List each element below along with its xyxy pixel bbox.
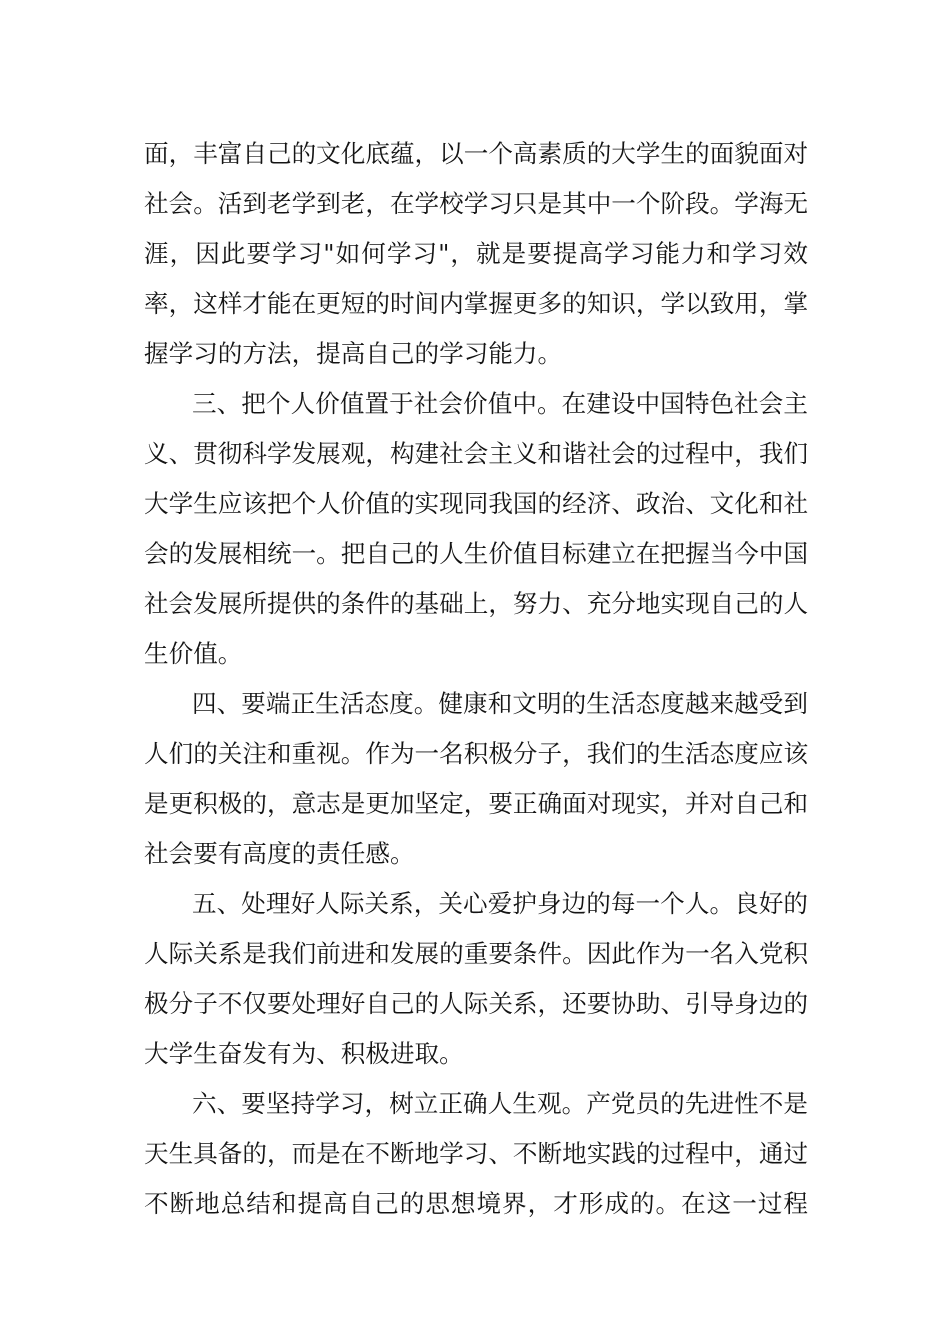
body-text (144, 129, 808, 1229)
text-line: 社会。活到老学到老，在学校学习只是其中一个阶段。学海无 (144, 189, 809, 218)
text-line: 人们的关注和重视。作为一名积极分子，我们的生活态度应该 (144, 739, 809, 768)
text-line: 人际关系是我们前进和发展的重要条件。因此作为一名入党积 (144, 939, 809, 968)
paragraph-first-line: 四、要端正生活态度。健康和文明的生活态度越来越受到 (192, 689, 808, 718)
text-line: 不断地总结和提高自己的思想境界，才形成的。在这一过程 (144, 1189, 808, 1218)
paragraph-first-line: 五、处理好人际关系，关心爱护身边的每一个人。良好的 (192, 889, 808, 918)
text-line: 大学生应该把个人价值的实现同我国的经济、政治、文化和社 (144, 489, 809, 518)
text-line: 社会要有高度的责任感。 (144, 839, 415, 868)
paragraph-first-line: 六、要坚持学习，树立正确人生观。产党员的先进性不是 (192, 1089, 808, 1118)
text-line: 面，丰富自己的文化底蕴，以一个高素质的大学生的面貌面对 (144, 139, 809, 168)
paragraph-first-line: 三、把个人价值置于社会价值中。在建设中国特色社会主 (192, 389, 808, 418)
text-line: 社会发展所提供的条件的基础上，努力、充分地实现自己的人 (144, 589, 809, 618)
text-line: 大学生奋发有为、积极进取。 (144, 1039, 464, 1068)
text-line: 生价值。 (144, 639, 243, 668)
text-line: 极分子不仅要处理好自己的人际关系，还要协助、引导身边的 (144, 989, 809, 1018)
text-line: 率，这样才能在更短的时间内掌握更多的知识，学以致用，掌 (144, 289, 809, 318)
text-line: 义、贯彻科学发展观，构建社会主义和谐社会的过程中，我们 (144, 439, 809, 468)
text-line: 涯，因此要学习"如何学习"，就是要提高学习能力和学习效 (144, 239, 808, 268)
text-line: 握学习的方法，提高自己的学习能力。 (144, 339, 563, 368)
text-line: 天生具备的，而是在不断地学习、不断地实践的过程中，通过 (144, 1139, 809, 1168)
text-line: 会的发展相统一。把自己的人生价值目标建立在把握当今中国 (144, 539, 809, 568)
text-line: 是更积极的，意志是更加坚定，要正确面对现实，并对自己和 (144, 789, 809, 818)
